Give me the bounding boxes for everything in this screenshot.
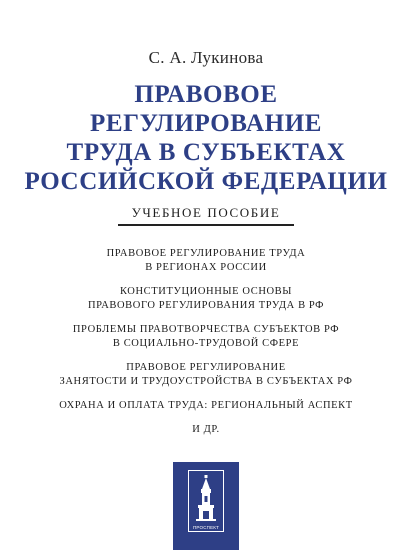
topic-item xyxy=(0,399,412,413)
topic-line: ПРАВОВОЕ РЕГУЛИРОВАНИЕ ТРУДА xyxy=(106,248,306,259)
topic-line: И ДР. xyxy=(192,424,220,435)
topic-line: ПРОБЛЕМЫ ПРАВОТВОРЧЕСТВА СУБЪЕКТОВ РФ xyxy=(72,324,340,335)
tower-logo-icon xyxy=(189,471,223,523)
publisher-name: ПРОСПЕКТ xyxy=(192,525,220,530)
topic-item xyxy=(0,247,412,275)
topic-line: В СОЦИАЛЬНО-ТРУДОВОЙ СФЕРЕ xyxy=(112,338,300,349)
topic-line: В РЕГИОНАХ РОССИИ xyxy=(145,262,267,273)
topic-item xyxy=(0,323,412,351)
publisher-logo xyxy=(188,470,224,532)
book-subtitle: УЧЕБНОЕ ПОСОБИЕ xyxy=(131,205,281,220)
topic-line: ПРАВОВОГО РЕГУЛИРОВАНИЯ ТРУДА В РФ xyxy=(87,300,325,311)
topic-line: ЗАНЯТОСТИ И ТРУДОУСТРОЙСТВА В СУБЪЕКТАХ РФ xyxy=(59,376,353,387)
topic-line: ОХРАНА И ОПЛАТА ТРУДА: РЕГИОНАЛЬНЫЙ АСПЕКТ xyxy=(59,400,353,411)
title-line: РЕГУЛИРОВАНИЕ xyxy=(89,110,323,137)
topic-item xyxy=(0,361,412,389)
topic-item xyxy=(0,423,412,437)
title-line: РОССИЙСКОЙ ФЕДЕРАЦИИ xyxy=(24,168,388,195)
topic-line: КОНСТИТУЦИОННЫЕ ОСНОВЫ xyxy=(119,286,293,297)
title-line: ТРУДА В СУБЪЕКТАХ xyxy=(66,139,346,166)
title-line: ПРАВОВОЕ xyxy=(134,81,278,108)
publisher-block xyxy=(173,462,239,550)
topic-line: ПРАВОВОЕ РЕГУЛИРОВАНИЕ xyxy=(126,362,286,373)
author-name: С. А. Лукинова xyxy=(148,48,264,67)
book-title xyxy=(0,80,412,196)
topic-item xyxy=(0,285,412,313)
topic-list xyxy=(0,247,412,447)
divider xyxy=(118,224,294,226)
